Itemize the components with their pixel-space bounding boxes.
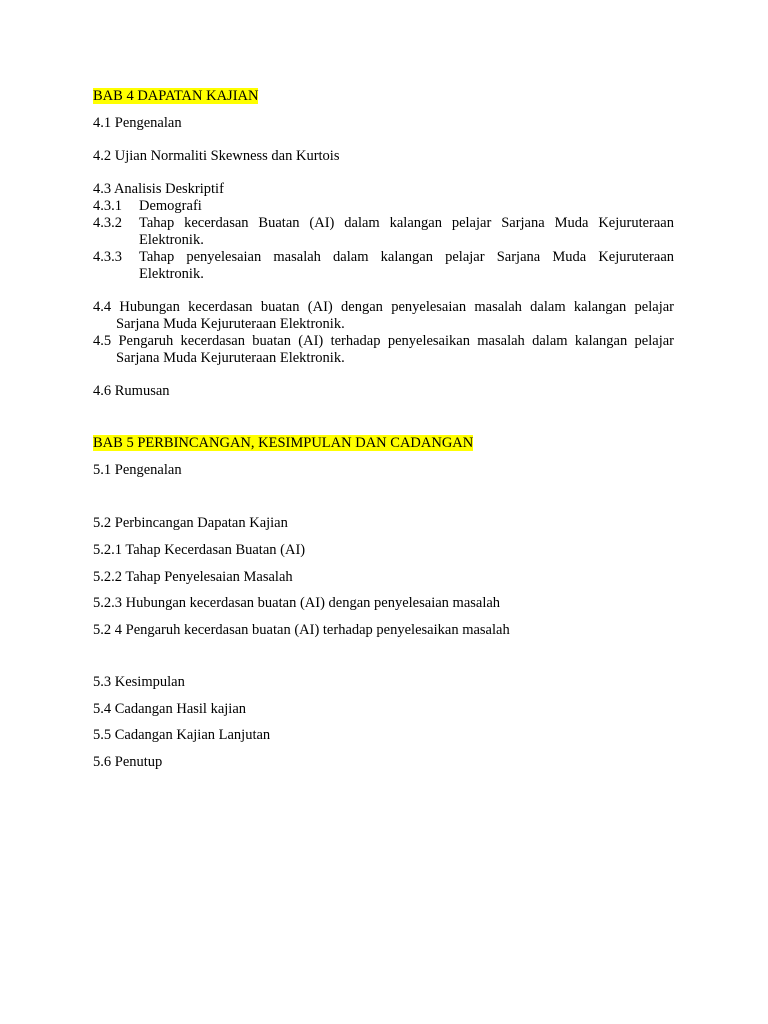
section-5-6: 5.6 Penutup: [93, 754, 163, 770]
section-5-1: 5.1 Pengenalan: [93, 462, 182, 478]
subsection-number: 4.3.3: [93, 249, 122, 265]
subsection-number: 4.3.1: [93, 198, 122, 214]
subsection-4-3-2: [93, 215, 674, 249]
chapter-5-heading: [93, 435, 473, 452]
section-5-2-1: 5.2.1 Tahap Kecerdasan Buatan (AI): [93, 542, 306, 558]
subsection-text: Tahap kecerdasan Buatan (AI) dalam kalangan pelajar Sarjana Muda Kejuruteraan Elektronik.: [139, 215, 674, 248]
section-4-2: 4.2 Ujian Normaliti Skewness dan Kurtois: [93, 148, 340, 164]
subsection-4-3-1: [93, 198, 674, 215]
section-4-1: 4.1 Pengenalan: [93, 115, 182, 131]
section-5-2: 5.2 Perbincangan Dapatan Kajian: [93, 515, 288, 531]
section-4-6: 4.6 Rumusan: [93, 383, 170, 399]
subsection-text: Demografi: [139, 198, 202, 214]
section-5-4: 5.4 Cadangan Hasil kajian: [93, 701, 247, 717]
section-5-2-4: 5.2 4 Pengaruh kecerdasan buatan (AI) terhadap penyelesaikan masalah: [93, 622, 510, 638]
section-4-4: 4.4 Hubungan kecerdasan buatan (AI) dengan penyelesaian masalah dalam kalangan pelajar Sarjana Muda Kejuruteraan Elektronik.: [93, 299, 674, 332]
subsection-4-3-3: [93, 249, 674, 283]
chapter-4-heading: [93, 88, 258, 105]
chapter-5-heading-text: BAB 5 PERBINCANGAN, KESIMPULAN DAN CADANGAN: [93, 435, 474, 451]
section-4-5: 4.5 Pengaruh kecerdasan buatan (AI) terhadap penyelesaikan masalah dalam kalangan pelajar Sarjana Muda Kejuruteraan Elektronik.: [93, 333, 674, 366]
section-5-3: 5.3 Kesimpulan: [93, 674, 185, 690]
subsection-number: 4.3.2: [93, 215, 122, 231]
section-5-2-3: 5.2.3 Hubungan kecerdasan buatan (AI) dengan penyelesaian masalah: [93, 595, 501, 611]
chapter-4-heading-text: BAB 4 DAPATAN KAJIAN: [93, 88, 259, 104]
section-4-3: 4.3 Analisis Deskriptif: [93, 181, 224, 197]
subsection-text: Tahap penyelesaian masalah dalam kalangan pelajar Sarjana Muda Kejuruteraan Elektronik.: [139, 249, 674, 282]
section-5-5: 5.5 Cadangan Kajian Lanjutan: [93, 727, 271, 743]
section-5-2-2: 5.2.2 Tahap Penyelesaian Masalah: [93, 569, 293, 585]
